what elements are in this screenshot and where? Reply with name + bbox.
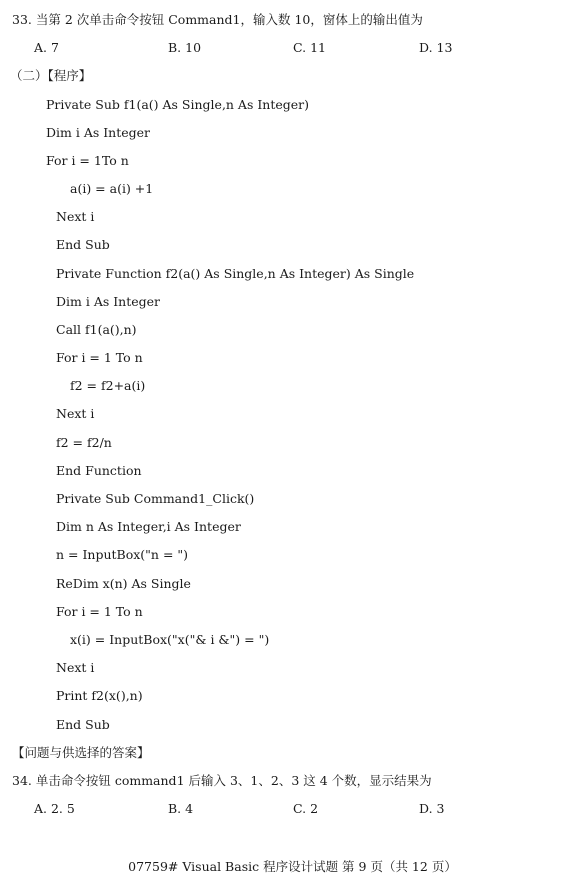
code-line: x(i) = InputBox("x("& i &") = ") — [70, 632, 270, 647]
answers-heading: 【问题与供选择的答案】 — [12, 745, 150, 760]
q34-option-b: B. 4 — [168, 801, 194, 816]
code-line: f2 = f2/n — [56, 435, 112, 450]
q34-option-c: C. 2 — [293, 801, 319, 816]
q33-option-a: A. 7 — [34, 40, 59, 55]
code-line: Next i — [56, 406, 95, 421]
question-34-stem: 34. 单击命令按钮 command1 后输入 3、1、2、3 这 4 个数，显示结果为 — [12, 773, 432, 788]
code-line: Private Function f2(a() As Single,n As Integer) As Single — [56, 266, 415, 281]
page-footer: 07759# Visual Basic 程序设计试题 第 9 页（共 12 页） — [128, 859, 457, 874]
code-line: End Sub — [56, 717, 110, 732]
code-line: Dim i As Integer — [56, 294, 161, 309]
q33-option-d: D. 13 — [419, 40, 453, 55]
code-line: Dim n As Integer,i As Integer — [56, 519, 241, 534]
code-line: Dim i As Integer — [46, 125, 151, 140]
code-line: f2 = f2+a(i) — [70, 378, 146, 393]
q34-option-a: A. 2. 5 — [34, 801, 75, 816]
code-line: End Function — [56, 463, 142, 478]
code-line: Next i — [56, 209, 95, 224]
code-line: Call f1(a(),n) — [56, 322, 137, 337]
q34-option-d: D. 3 — [419, 801, 445, 816]
code-line: ReDim x(n) As Single — [56, 576, 191, 591]
q33-option-c: C. 11 — [293, 40, 326, 55]
code-line: Next i — [56, 660, 95, 675]
code-line: Private Sub Command1_Click() — [56, 491, 255, 506]
q33-option-b: B. 10 — [168, 40, 202, 55]
code-line: For i = 1 To n — [56, 604, 143, 619]
code-line: a(i) = a(i) +1 — [70, 181, 154, 196]
code-line: End Sub — [56, 237, 110, 252]
code-line: n = InputBox("n = ") — [56, 547, 189, 562]
code-line: Private Sub f1(a() As Single,n As Integer) — [46, 97, 310, 112]
question-33-stem: 33. 当第 2 次单击命令按钮 Command1，输入数 10，窗体上的输出值为 — [12, 12, 423, 27]
section-heading: （二）【程序】 — [10, 68, 92, 83]
code-line: For i = 1 To n — [56, 350, 143, 365]
code-line: For i = 1To n — [46, 153, 129, 168]
code-line: Print f2(x(),n) — [56, 688, 143, 703]
